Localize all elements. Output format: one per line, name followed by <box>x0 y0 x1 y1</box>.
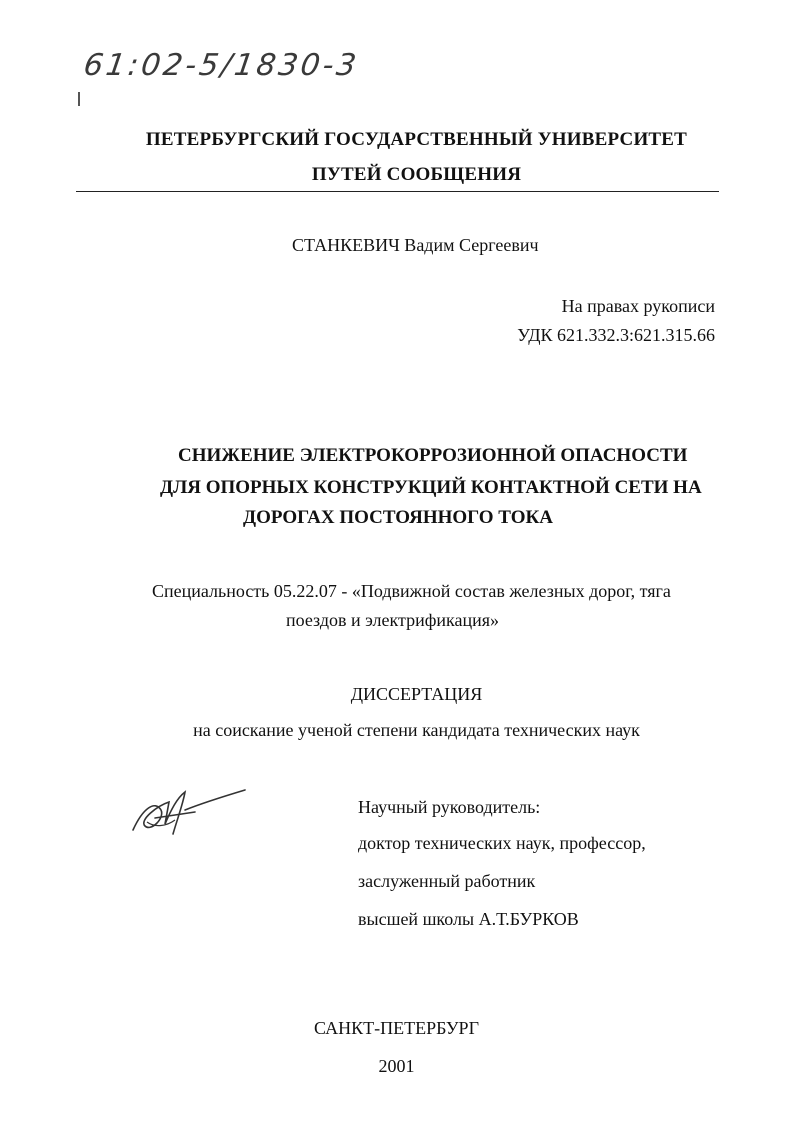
specialty-line1: Специальность 05.22.07 - «Подвижной состав железных дорог, тяга <box>152 581 671 601</box>
university-name-line2: ПУТЕЙ СООБЩЕНИЯ <box>311 164 522 185</box>
thesis-title-line1: СНИЖЕНИЕ ЭЛЕКТРОКОРРОЗИОННОЙ ОПАСНОСТИ <box>178 445 688 466</box>
specialty-line2: поездов и электрификация» <box>286 610 500 630</box>
year: 2001 <box>378 1056 415 1076</box>
supervisor-degree: доктор технических наук, профессор, <box>358 833 646 853</box>
university-name-line1: ПЕТЕРБУРГСКИЙ ГОСУДАРСТВЕННЫЙ УНИВЕРСИТЕТ <box>145 129 688 150</box>
scan-mark <box>78 92 80 106</box>
city: САНКТ-ПЕТЕРБУРГ <box>314 1018 479 1038</box>
author-name: СТАНКЕВИЧ Вадим Сергеевич <box>292 235 539 255</box>
supervisor-label: Научный руководитель: <box>358 797 541 817</box>
rights-note: На правах рукописи <box>561 296 715 316</box>
thesis-title-line2: ДЛЯ ОПОРНЫХ КОНСТРУКЦИЙ КОНТАКТНОЙ СЕТИ НА <box>160 477 702 498</box>
supervisor-name: высшей школы А.Т.БУРКОВ <box>358 909 579 929</box>
signature-icon <box>125 780 250 840</box>
document-type: ДИССЕРТАЦИЯ <box>350 684 483 704</box>
archive-code: 61:02-5/1830-3 <box>81 48 362 83</box>
thesis-title-line3: ДОРОГАХ ПОСТОЯННОГО ТОКА <box>243 507 554 528</box>
degree-line: на соискание ученой степени кандидата технических наук <box>193 720 640 740</box>
supervisor-honor: заслуженный работник <box>358 871 536 891</box>
udk-code: УДК 621.332.3:621.315.66 <box>517 325 715 345</box>
header-divider <box>76 191 719 192</box>
